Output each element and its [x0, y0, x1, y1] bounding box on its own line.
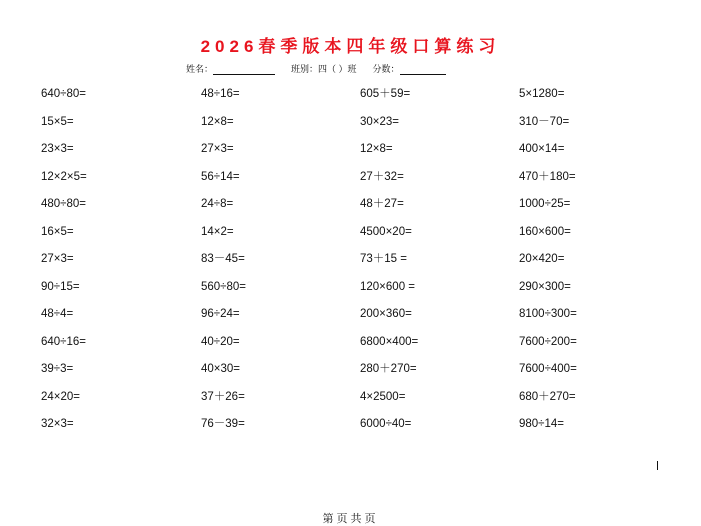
problem-item: 23×3= [41, 143, 74, 155]
problem-item: 5×1280= [519, 88, 565, 100]
problem-item: 27×3= [41, 253, 74, 265]
problem-item: 560÷80= [201, 280, 247, 293]
problem-item: 48÷4= [41, 308, 74, 320]
problem-item: 30×23= [360, 115, 400, 128]
score-label: 分数： [372, 64, 400, 74]
problem-item: 20×420= [519, 253, 565, 265]
worksheet-title: 2026春季版本四年级口算练习 [200, 37, 501, 56]
problem-item: 24÷8= [201, 198, 234, 210]
problem-item: 27×3= [201, 143, 234, 155]
problem-item: 48＋27= [360, 198, 404, 210]
problem-item: 4×2500= [360, 390, 406, 403]
problem-item: 640÷16= [41, 335, 87, 348]
name-label: 姓名： [186, 64, 214, 74]
problem-item: 200×360= [360, 308, 412, 320]
problem-item: 40×30= [201, 363, 241, 375]
student-info-line [186, 61, 462, 75]
problem-item: 15×5= [41, 115, 74, 128]
page-footer: 第页共页 [322, 513, 379, 525]
problem-item: 12×8= [360, 143, 393, 155]
problem-item: 480÷80= [41, 198, 87, 210]
class-field [291, 63, 357, 75]
problem-item: 470＋180= [519, 170, 576, 183]
problem-item: 37＋26= [201, 390, 245, 403]
class-label: 班别：四（ ）班 [291, 64, 357, 74]
problem-item: 280＋270= [360, 363, 417, 375]
problem-item: 27＋32= [360, 170, 404, 183]
problem-item: 6000÷40= [360, 418, 412, 430]
problem-item: 76－39= [201, 418, 245, 430]
problem-item: 16×5= [41, 225, 74, 238]
problem-item: 24×20= [41, 390, 81, 403]
problem-item: 8100÷300= [519, 308, 577, 320]
name-field [186, 63, 275, 75]
problem-item: 12×8= [201, 115, 234, 128]
problem-item: 680＋270= [519, 390, 576, 403]
problem-item: 160×600= [519, 225, 571, 238]
problem-item: 12×2×5= [41, 170, 87, 183]
problem-item: 56÷14= [201, 170, 240, 183]
problem-item: 7600÷400= [519, 363, 577, 375]
problem-item: 40÷20= [201, 335, 240, 348]
score-field [373, 63, 446, 75]
problem-item: 96÷24= [201, 308, 240, 320]
problem-item: 640÷80= [41, 88, 87, 100]
problem-item: 290×300= [519, 280, 571, 293]
problem-item: 39÷3= [41, 363, 74, 375]
problem-item: 6800×400= [360, 335, 419, 348]
page-marker [657, 461, 658, 470]
problem-item: 980÷14= [519, 418, 565, 430]
problem-item: 310－70= [519, 115, 570, 128]
problem-item: 4500×20= [360, 225, 412, 238]
problem-item: 73＋15 = [360, 253, 407, 265]
problem-item: 1000÷25= [519, 198, 571, 210]
score-blank[interactable] [400, 64, 446, 75]
problem-item: 32×3= [41, 418, 74, 430]
problem-item: 400×14= [519, 143, 565, 155]
problem-item: 83－45= [201, 253, 245, 265]
name-blank[interactable] [213, 64, 275, 75]
problem-item: 7600÷200= [519, 335, 577, 348]
problem-item: 605＋59= [360, 88, 411, 100]
problem-item: 90÷15= [41, 280, 80, 293]
problem-item: 48÷16= [201, 88, 240, 100]
problem-item: 14×2= [201, 225, 234, 238]
problem-item: 120×600 = [360, 280, 416, 293]
